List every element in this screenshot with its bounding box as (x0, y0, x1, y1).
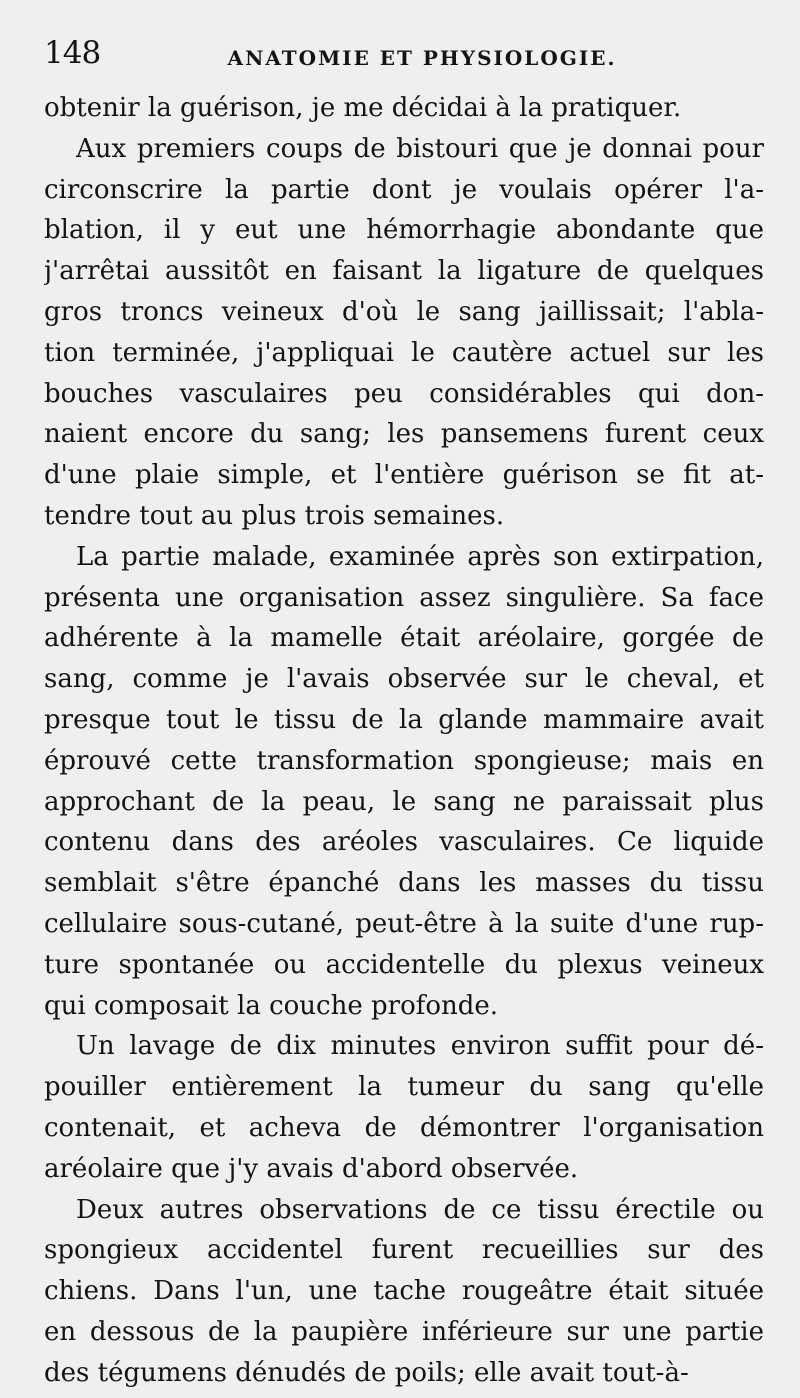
text-line: aréolaire que j'y avais d'abord observée. (44, 1153, 579, 1184)
text-line: La partie malade, examinée après son extirpation, (76, 541, 764, 572)
text-line: spongieux accidentel furent recueillies sur des (44, 1235, 764, 1266)
text-line: Aux premiers coups de bistouri que je donnai pour (76, 133, 764, 164)
text-line: circonscrire la partie dont je voulais opérer l'a- (44, 174, 764, 205)
paragraph (44, 88, 764, 129)
text-line: d'une plaie simple, et l'entière guérison se fit at- (44, 460, 764, 491)
text-line: cellulaire sous-cutané, peut-être à la suite d'une rup- (44, 908, 764, 939)
running-head: ANATOMIE ET PHYSIOLOGIE. (227, 46, 617, 70)
paragraph (44, 1190, 764, 1394)
text-line: pouiller entièrement la tumeur du sang qu'elle (44, 1072, 764, 1103)
text-line: tion terminée, j'appliquai le cautère actuel sur les (44, 337, 764, 368)
text-line: chiens. Dans l'un, une tache rougeâtre était située (44, 1276, 764, 1307)
text-line: adhérente à la mamelle était aréolaire, gorgée de (44, 623, 764, 654)
text-line: presque tout le tissu de la glande mammaire avait (44, 704, 764, 735)
text-line: approchant de la peau, le sang ne paraissait plus (44, 786, 764, 817)
page-number: 148 (44, 35, 101, 71)
text-line: sang, comme je l'avais observée sur le cheval, et (44, 664, 764, 695)
text-line: ture spontanée ou accidentelle du plexus veineux (44, 949, 764, 980)
paragraph (44, 537, 764, 1027)
page-header (44, 0, 764, 88)
text-line: Un lavage de dix minutes environ suffit pour dé- (76, 1031, 764, 1062)
body-text (44, 88, 764, 1394)
text-line: blation, il y eut une hémorrhagie abondante que (44, 215, 764, 246)
paragraph (44, 129, 764, 537)
paragraph (44, 1026, 764, 1189)
text-line: j'arrêtai aussitôt en faisant la ligature de quelques (44, 256, 764, 287)
text-line: semblait s'être épanché dans les masses du tissu (44, 868, 764, 899)
text-line: des tégumens dénudés de poils; elle avait tout-à- (44, 1357, 689, 1388)
text-line: bouches vasculaires peu considérables qui don- (44, 378, 764, 409)
text-line: éprouvé cette transformation spongieuse; mais en (44, 745, 764, 776)
text-line: qui composait la couche profonde. (44, 990, 499, 1021)
text-line: naient encore du sang; les pansemens furent ceux (44, 419, 764, 450)
text-line: en dessous de la paupière inférieure sur une partie (44, 1316, 764, 1347)
text-line: obtenir la guérison, je me décidai à la pratiquer. (44, 93, 682, 123)
text-line: Deux autres observations de ce tissu érectile ou (76, 1194, 764, 1225)
text-line: contenait, et acheva de démontrer l'organisation (44, 1112, 764, 1143)
text-line: contenu dans des aréoles vasculaires. Ce liquide (44, 827, 764, 858)
text-line: présenta une organisation assez singulière. Sa face (44, 582, 764, 613)
text-line: tendre tout au plus trois semaines. (44, 500, 505, 531)
text-line: gros troncs veineux d'où le sang jaillissait; l'abla- (44, 296, 764, 327)
